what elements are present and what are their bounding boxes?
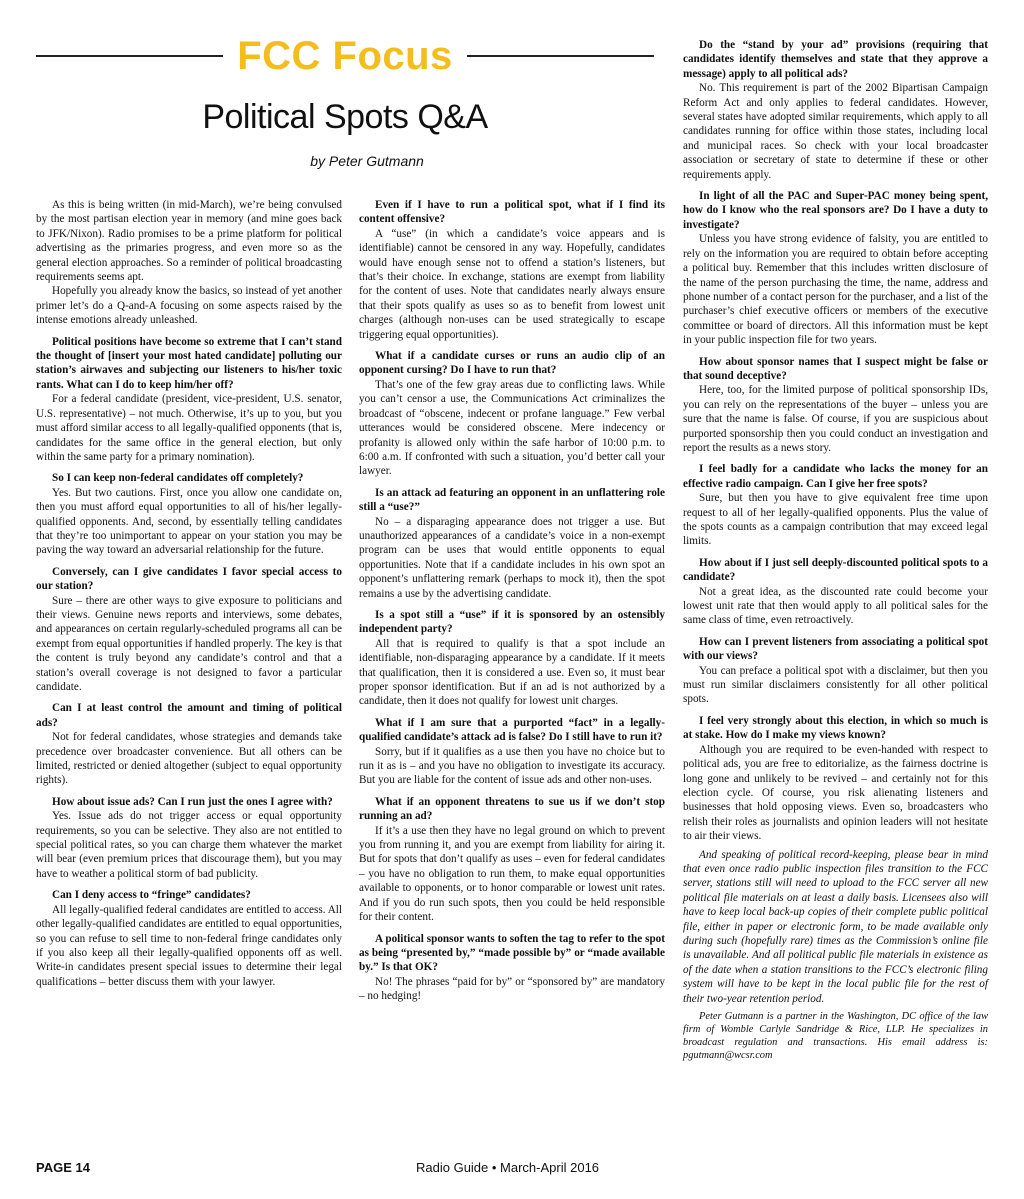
answer-paragraph: Not for federal candidates, whose strategies and demands take precedence over broadcaster convenience. But all others can be limited, restricted or denied altogether (subject to equal opportunity rights). <box>36 731 342 787</box>
answer-paragraph: No – a disparaging appearance does not trigger a use. But unauthorized appearances of a candidate’s voice in a non-exempt program can be uses that would entitle opponents to equal opportunities. Note that if a candidate includes in his own spot an opponent’s unflattering remark (perhaps to mock it), then the spot remains a use by the advertising candidate. <box>359 515 665 600</box>
question-heading: Can I deny access to “fringe” candidates? <box>52 889 251 902</box>
byline: by Peter Gutmann <box>310 153 424 169</box>
answer-paragraph: Although you are required to be even-handed with respect to political ads, you are free to editorialize, as the fairness doctrine is long gone and unlikely to be revived – and certainly not for this election cycle. Of course, you risk alienating listeners and businesses that hold opposing views. Even so, broadcasters who relish their roles as journalists and opinion leaders will not hesitate to air their views. <box>683 743 988 843</box>
question-heading: What if a candidate curses or runs an audio clip of an opponent cursing? Do I have to run that? <box>359 350 665 377</box>
closing-note-text: And speaking of political record-keeping, please bear in mind that even once radio public inspection files transition to the FCC server, stations still will need to upload to the FCC server all new political file materials on at least a daily basis. Licensees also will have to keep local back-up copies of their complete public political file, either in paper or electronic form, to be made available only during such (hopefully rare) times as the Commission’s online file is unavailable. And all political public file materials in existence as of the date when a station transitions to the FCC’s electronic filing system will have to be kept in the local public file for the rest of their two-year retention period. <box>683 848 988 1005</box>
answer-paragraph: As this is being written (in mid-March), we’re being convulsed by the most partisan election year in memory (and mine goes back to JFK/Nixon). Radio promises to be a prime platform for political advertising as the primaries progress, and even more so as the general election approaches. So a reminder of political broadcasting requirements seems apt. <box>36 199 342 284</box>
question-heading: I feel very strongly about this election, in which so much is at stake. How do I make my views known? <box>683 714 988 742</box>
answer-paragraph: Not a great idea, as the discounted rate could become your lowest unit rate that then would apply to all political sales for the same class of time, even retroactively. <box>683 585 988 627</box>
question-heading: How about issue ads? Can I run just the ones I agree with? <box>52 795 333 808</box>
question-heading: How about sponsor names that I suspect might be false or that sound deceptive? <box>683 355 988 382</box>
answer-paragraph: Hopefully you already know the basics, so instead of yet another primer let’s do a Q-and-A focusing on some aspects raised by the intense emotions already unleashed. <box>36 285 342 327</box>
answer-paragraph: All that is required to qualify is that a spot include an identifiable, non-disparaging appearance by a candidate. If it meets that qualification, then it is considered a use. Even so, it must bear proper sponsor identification. But if an ad is not authorized by a candidate, then it does not qualify for lowest unit charges. <box>359 637 665 708</box>
answer-paragraph: Sorry, but if it qualifies as a use then you have no choice but to run it as is – and you have no obligation to investigate its accuracy. But you are liable for the content of issue ads and other non-uses. <box>359 745 665 787</box>
closing-note <box>683 848 988 1006</box>
question-heading: What if I am sure that a purported “fact” in a legally-qualified candidate’s attack ad is false? Do I still have to run it? <box>359 716 665 744</box>
kicker-rule-right <box>467 55 654 57</box>
question-heading: Is a spot still a “use” if it is sponsored by an ostensibly independent party? <box>359 608 665 636</box>
question-heading: How about if I just sell deeply-discounted political spots to a candidate? <box>683 556 988 584</box>
kicker-rule-left <box>36 55 223 57</box>
author-bio-text: Peter Gutmann is a partner in the Washington, DC office of the law firm of Womble Carlyle Sandridge & Rice, LLP. He specializes in broadcast regulation and transactions. His email address is: pgutmann@wcsr.com <box>683 1011 988 1061</box>
question-heading: Even if I have to run a political spot, what if I find its content offensive? <box>359 199 665 226</box>
answer-paragraph: No! The phrases “paid for by” or “sponsored by” are mandatory – no hedging! <box>359 975 665 1003</box>
question-heading: Conversely, can I give candidates I favor special access to our station? <box>36 565 342 593</box>
question-heading: Can I at least control the amount and timing of political ads? <box>36 702 342 729</box>
article-column-1 <box>36 198 342 989</box>
article-title: Political Spots Q&A <box>202 98 488 136</box>
question-heading: So I can keep non-federal candidates off completely? <box>52 472 304 485</box>
question-heading: A political sponsor wants to soften the tag to refer to the spot as being “presented by,” “made possible by” or “made available by.” Is that OK? <box>359 932 665 974</box>
question-heading: Do the “stand by your ad” provisions (requiring that candidates identify themselves and state that they approve a message) apply to all political ads? <box>683 39 988 80</box>
page-footer <box>36 1160 988 1180</box>
question-heading: How can I prevent listeners from associating a political spot with our views? <box>683 635 988 663</box>
question-heading: Political positions have become so extreme that I can’t stand the thought of [insert your most hated candidate] polluting our station’s airwaves and subjecting our listeners to his/her toxic rants. What can I do to keep him/her off? <box>36 335 342 391</box>
article-column-3 <box>683 38 988 1062</box>
question-heading: Is an attack ad featuring an opponent in an unflattering role still a “use?” <box>359 486 665 514</box>
author-bio <box>683 1010 988 1062</box>
answer-paragraph: For a federal candidate (president, vice-president, U.S. senator, U.S. representative) – not much. Otherwise, it’s up to you, but you must afford similar access to all legally-qualified opponents (that is, candidates for the same office in the general election, but only within the same party for a primary nomination). <box>36 393 342 463</box>
answer-paragraph: No. This requirement is part of the 2002 Bipartisan Campaign Reform Act and only applies to federal candidates. However, several states have adopted similar requirements, which apply to all candidates running for office within those states, including local and municipal races. So check with your local broadcaster association or secretary of state to determine if these or other requirements apply. <box>683 82 988 181</box>
column-3-body <box>683 38 988 844</box>
article-header <box>36 30 654 169</box>
publication-info: Radio Guide • March-April 2016 <box>416 1160 600 1175</box>
answer-paragraph: Here, too, for the limited purpose of political sponsorship IDs, you can rely on the representations of the buyer – unless you are sure that the name is false. Of course, if you are suspicious about purported sponsorship then you could conduct an investigation and report the results as a news story. <box>683 384 988 454</box>
answer-paragraph: Sure, but then you have to give equivalent free time upon request to all of her legally-qualified opponents. Plus the value of the spots counts as a campaign contribution that may exceed legal limits. <box>683 492 988 548</box>
answer-paragraph: Yes. Issue ads do not trigger access or equal opportunity requirements, so you can be selective. They also are not entitled to special political rates, so you can charge them whatever the market will bear (even premium prices that discourage them), but you may have to weather a political storm of bad publicity. <box>36 810 342 880</box>
answer-paragraph: If it’s a use then they have no legal ground on which to prevent you from running it, and you are exempt from liability for airing it. But for spots that don’t qualify as uses – even for federal candidates – you have no obligation to run them, to make equal opportunities available to opponents, or to honor comparable or lowest unit rates. And if you do run such spots, then you could be held responsible for their content. <box>359 824 665 924</box>
answer-paragraph: Sure – there are other ways to give exposure to politicians and their views. Genuine news reports and interviews, some debates, and appearances on certain regularly-scheduled programs all can be exempt from equal opportunities if handled properly. The key is that the content is truly beyond any candidate’s control and that a station’s overall coverage is not designed to favor a particular candidate. <box>36 594 342 693</box>
answer-paragraph: That’s one of the few gray areas due to conflicting laws. While you can’t censor a use, the Communications Act criminalizes the broadcast of “obscene, indecent or profane language.” Few verbal utterances would be considered obscene. Mere indecency or profanity is allowed only within the safe harbor of 10:00 p.m. to 6:00 a.m. If confronted with such a situation, you’d better call your lawyer. <box>359 378 665 478</box>
page-number: PAGE 14 <box>36 1160 90 1175</box>
answer-paragraph: Unless you have strong evidence of falsity, you are entitled to rely on the information you are required to obtain before accepting a political buy. Remember that this includes written disclosure of the name of the person purchasing the time, the name, address and phone number of a contact person for the purchaser, and a list of the purchaser’s chief executive officers or members of the executive committee or board of directors. All this information must be kept in your public inspection file for two years. <box>683 233 988 347</box>
article-column-2 <box>359 198 665 1004</box>
question-heading: I feel badly for a candidate who lacks the money for an effective radio campaign. Can I give her free spots? <box>683 463 988 490</box>
question-heading: What if an opponent threatens to sue us if we don’t stop running an ad? <box>359 795 665 823</box>
answer-paragraph: All legally-qualified federal candidates are entitled to access. All other legally-qualified candidates are entitled to equal opportunities, so you can refuse to sell time to non-federal fringe candidates only if you also keep all their legally-qualified opponents off as well. Write-in candidates present special issues to determine their legal qualifications – better discuss them with your lawyer. <box>36 903 342 988</box>
answer-paragraph: You can preface a political spot with a disclaimer, but then you must run similar disclaimers consistently for all other political spots. <box>683 664 988 706</box>
question-heading: In light of all the PAC and Super-PAC money being spent, how do I know who the real sponsors are? Do I have a duty to investigate? <box>683 190 988 231</box>
answer-paragraph: A “use” (in which a candidate’s voice appears and is identifiable) cannot be censored in any way. Hopefully, candidates would have enough sense not to offend a station’s listeners, but that’s their choice. In exchange, stations are exempt from liability for the content of uses. Note that candidates nearly always ensure that their spots qualify as uses so as to benefit from lowest unit charges (although non-uses can be used strategically to escape triggering equal opportunities). <box>359 227 665 341</box>
section-kicker-row <box>36 30 654 82</box>
answer-paragraph: Yes. But two cautions. First, once you allow one candidate on, then you must afford equal opportunities to all of his/her legally-qualified opponents. And, second, by essentially telling candidates that they’re too unimportant to appear on your station you may be paving the way toward an adversarial relationship for the future. <box>36 486 342 557</box>
section-kicker: FCC Focus <box>237 33 453 78</box>
